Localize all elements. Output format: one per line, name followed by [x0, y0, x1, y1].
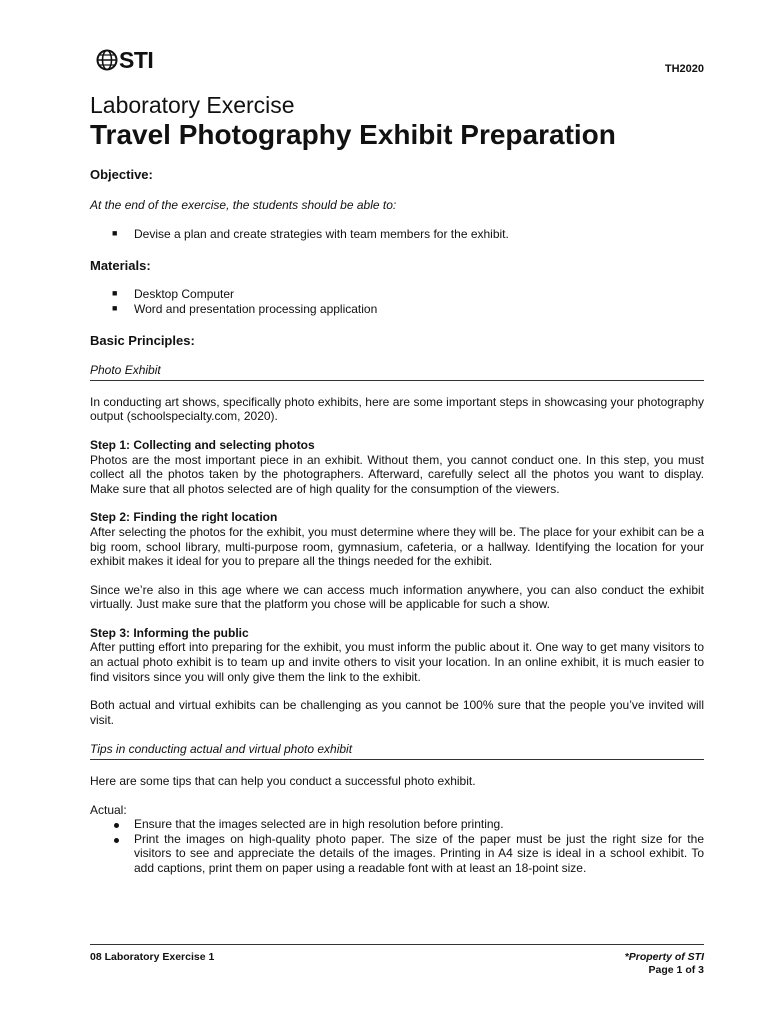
bullet-dot-icon — [114, 823, 119, 828]
course-code: TH2020 — [664, 63, 704, 75]
square-bullet-icon: ■ — [112, 228, 118, 239]
list-item: Print the images on high-quality photo paper. The size of the paper must be just the right size for the visitors to see and appreciate the details of the images. Printing in A4 size is ideal in a school exhibit. To add captions, print them on paper using a readable font with at least an 18-point size. — [90, 832, 704, 876]
objective-heading: Objective: — [90, 167, 153, 182]
materials-heading: Materials: — [90, 257, 151, 273]
list-item: ■ Desktop Computer — [112, 287, 235, 302]
logo-text: STI — [119, 47, 154, 73]
photo-exhibit-subhead: Photo Exhibit — [90, 363, 704, 381]
tips-subhead: Tips in conducting actual and virtual photo exhibit — [90, 742, 704, 760]
list-item: ■ Devise a plan and create strategies with team members for the exhibit. — [112, 227, 509, 242]
footer-divider — [90, 944, 704, 945]
document-body — [90, 168, 704, 876]
square-bullet-icon: ■ — [112, 302, 118, 313]
actual-label: Actual: — [90, 802, 127, 817]
square-bullet-icon: ■ — [112, 288, 118, 299]
step2-text: After selecting the photos for the exhibit, you must determine where they will be. The place for your exhibit can be a big room, school library, multi-purpose room, gymnasium, cafeteria, or a hallway. Identifying the location for your exhibit makes it ideal for you to prepare all the things needed for the exhibit. — [90, 524, 704, 569]
tips-intro: Here are some tips that can help you conduct a successful photo exhibit. — [90, 774, 476, 789]
page-number: Page 1 of 3 — [648, 964, 704, 976]
objective-intro: At the end of the exercise, the students should be able to: — [90, 197, 397, 212]
objective-list — [90, 227, 704, 242]
principles-intro: In conducting art shows, specifically photo exhibits, here are some important steps in showcasing your photography output (schoolspecialty.com, 2020). — [90, 394, 704, 424]
step3-text: After putting effort into preparing for the exhibit, you must inform the public about it. One way to get many visitors to an actual photo exhibit is to team up and invite others to visit your location. In an online exhibit, it is much easier to find visitors since you will only give them the link to the exhibit. — [90, 640, 704, 684]
document-kicker: Laboratory Exercise — [90, 92, 295, 118]
page-title: Travel Photography Exhibit Preparation — [90, 119, 616, 150]
step3-title: Step 3: Informing the public — [90, 625, 249, 640]
step2-title: Step 2: Finding the right location — [90, 510, 278, 525]
materials-list — [90, 287, 704, 316]
step2-text-virtual: Since we’re also in this age where we can access much information anywhere, you can also conduct the exhibit virtually. Just make sure that the platform you chose will be applicable for such a show. — [90, 582, 704, 612]
actual-tips-list — [90, 817, 704, 875]
property-notice: *Property of STI — [624, 951, 704, 963]
globe-icon — [96, 49, 118, 71]
closing-paragraph: Both actual and virtual exhibits can be challenging as you cannot be 100% sure that the people you’ve invited will visit. — [90, 698, 704, 727]
step1-text: Photos are the most important piece in an exhibit. Without them, you cannot conduct one. In this step, you must collect all the photos taken by the photographers. Afterward, carefully select all the photos you want to display. Make sure that all photos selected are of high quality for the consumption of the viewers. — [90, 452, 704, 496]
sti-logo — [96, 49, 153, 71]
list-item: ■ Word and presentation processing application — [112, 301, 378, 316]
step1-title: Step 1: Collecting and selecting photos — [90, 437, 315, 452]
bullet-dot-icon — [114, 838, 119, 843]
footer-label: 08 Laboratory Exercise 1 — [90, 951, 215, 963]
list-item: Ensure that the images selected are in high resolution before printing. — [90, 817, 704, 832]
footer-info — [625, 951, 704, 977]
principles-heading: Basic Principles: — [90, 332, 195, 348]
